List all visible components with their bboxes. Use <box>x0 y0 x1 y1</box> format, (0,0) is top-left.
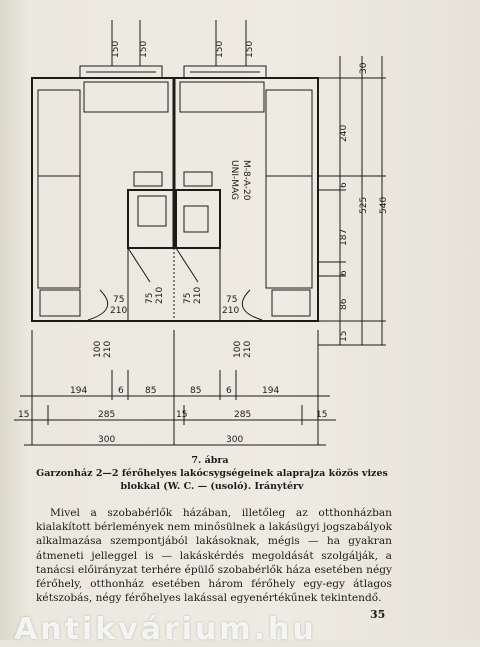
plan-unit-code: M-8-A-20 <box>241 160 251 201</box>
door-label-4: 210 <box>155 286 165 304</box>
door-label-2: 210 <box>110 306 128 316</box>
wardrobe-right <box>180 82 264 112</box>
right-dim-187: 187 <box>339 228 349 246</box>
row2-dim-15b: 15 <box>176 410 188 420</box>
plan-unit-label: UNI-MAG <box>229 160 239 200</box>
sink-left <box>134 172 162 186</box>
figure-number: 7. ábra <box>191 455 229 466</box>
row1-dim-6a: 6 <box>118 386 124 396</box>
right-dim-6a: 6 <box>339 182 349 188</box>
bed-right-1 <box>266 90 312 176</box>
row1-dim-6b: 6 <box>226 386 232 396</box>
row1-dim-194a: 194 <box>70 386 88 396</box>
right-dim-240: 240 <box>339 124 349 142</box>
right-dim-525: 525 <box>359 196 369 214</box>
shower-tray <box>138 196 166 226</box>
lower-door-label-2: 210 <box>103 340 113 358</box>
right-dim-30: 30 <box>359 62 369 74</box>
door-label-8: 210 <box>222 306 240 316</box>
door-label-7: 75 <box>226 295 238 305</box>
row2-dim-285b: 285 <box>234 410 252 420</box>
row3-dim-300b: 300 <box>226 435 244 445</box>
top-dim-4: 150 <box>245 40 255 58</box>
page-number: 35 <box>370 608 386 621</box>
toilet <box>184 206 208 232</box>
row2-dim-15c: 15 <box>316 410 328 420</box>
bed-left-1 <box>38 90 80 176</box>
row3-dim-300a: 300 <box>98 435 116 445</box>
bed-right-2 <box>266 176 312 288</box>
figure-caption: Garzonház 2—2 férőhelyes lakócsygségeinek alaprajza közös vizes blokkal (W. C. — (usoló). Iránytérv <box>36 468 388 492</box>
top-dim-1: 150 <box>111 40 121 58</box>
door-label-6: 210 <box>193 286 203 304</box>
row1-dim-85a: 85 <box>145 386 157 396</box>
row2-dim-285a: 285 <box>98 410 116 420</box>
sink-right <box>184 172 212 186</box>
right-dim-15: 15 <box>339 330 349 342</box>
right-dim-6b: 6 <box>339 270 349 276</box>
wardrobe-left <box>84 82 168 112</box>
lower-door-label-1: 100 <box>93 340 103 358</box>
door-label-3: 75 <box>145 292 155 304</box>
right-dim-86: 86 <box>339 298 349 310</box>
lower-door-label-3: 100 <box>233 340 243 358</box>
top-dim-2: 150 <box>139 40 149 58</box>
desk-right <box>272 290 310 316</box>
row1-dim-194b: 194 <box>262 386 280 396</box>
lower-door-label-4: 210 <box>243 340 253 358</box>
wc-room <box>176 190 220 248</box>
door-label-5: 75 <box>183 292 193 304</box>
row2-dim-15a: 15 <box>18 410 30 420</box>
desk-left <box>40 290 80 316</box>
door-label-1: 75 <box>113 295 125 305</box>
shower-room <box>128 190 176 248</box>
top-dim-3: 150 <box>215 40 225 58</box>
watermark-logo: Antikvárium.hu <box>14 612 317 647</box>
right-dim-540: 540 <box>379 196 389 214</box>
body-paragraph: Mivel a szobabérlők házában, illetőleg az otthonházban kialakított bérlemények nem minősülnek a lakásügyi jogszabályok alkalmazása szempontjából lakásoknak, mégis — ha gyakran átmeneti jelleggel is — lakáskérdés megoldását szolgálják, a tanácsi előirányzat terhére épülő szobabérlők háza esetében négy férőhely, otthonház esetében három férőhely egy-egy átlagos kétszobás, négy férőhelyes lakással egyenértékűnek tekintendő. <box>36 507 392 605</box>
row1-dim-85b: 85 <box>190 386 202 396</box>
bed-left-2 <box>38 176 80 288</box>
